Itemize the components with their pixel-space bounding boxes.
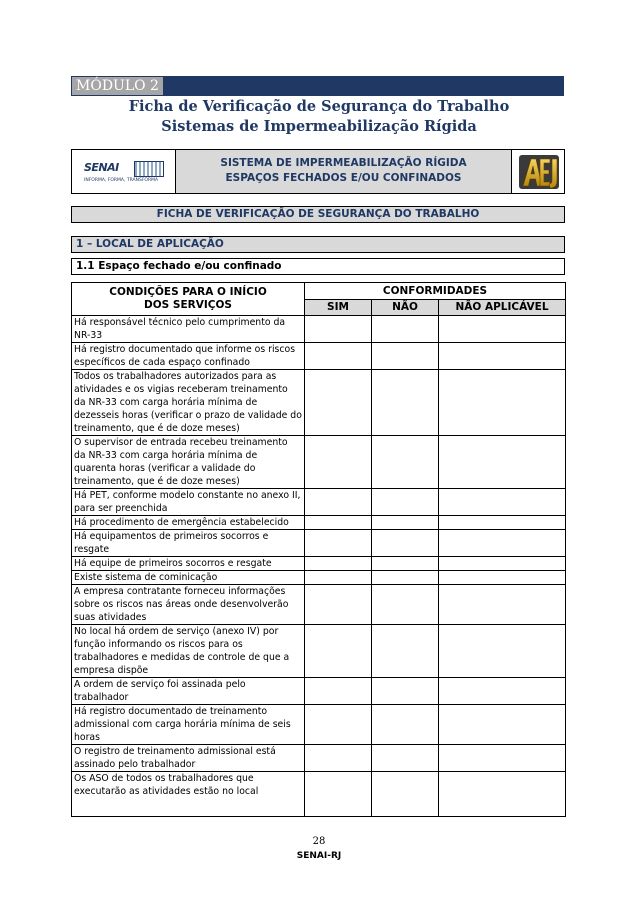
nao-aplicavel-cell[interactable]	[439, 436, 566, 489]
header-conditions-line1: CONDIÇÕES PARA O INÍCIO	[109, 286, 267, 298]
sim-cell[interactable]	[305, 343, 372, 370]
nao-cell[interactable]	[372, 705, 439, 745]
sim-cell[interactable]	[305, 516, 372, 530]
sim-cell[interactable]	[305, 530, 372, 557]
condition-text: O registro de treinamento admissional está assinado pelo trabalhador	[72, 745, 305, 772]
condition-text: Há procedimento de emergência estabelecido	[72, 516, 305, 530]
senai-flag-icon	[134, 161, 164, 177]
table-row	[72, 571, 566, 585]
sim-cell[interactable]	[305, 557, 372, 571]
checklist-table	[71, 282, 566, 817]
senai-tagline: INFORMA, FORMA, TRANSFORMA	[84, 178, 159, 183]
module-header-band	[71, 76, 564, 96]
aej-logo-cell	[512, 150, 564, 193]
sim-cell[interactable]	[305, 370, 372, 436]
sim-cell[interactable]	[305, 745, 372, 772]
sim-cell[interactable]	[305, 571, 372, 585]
footer-organization: SENAI-RJ	[296, 851, 342, 861]
nao-cell[interactable]	[372, 343, 439, 370]
nao-cell[interactable]	[372, 571, 439, 585]
table-row	[72, 516, 566, 530]
header-nao-aplicavel: NÃO APLICÁVEL	[439, 300, 566, 316]
sim-cell[interactable]	[305, 489, 372, 516]
condition-text: Todos os trabalhadores autorizados para as atividades e os vigias receberam treinamento da NR-33 com carga horária mínima de dezesseis horas (verificar o prazo de validade do treinamento, que é de doze meses)	[72, 370, 305, 436]
page-number: 28	[312, 836, 326, 847]
table-row	[72, 343, 566, 370]
condition-text: Há registro documentado que informe os riscos específicos de cada espaço confinado	[72, 343, 305, 370]
nao-aplicavel-cell[interactable]	[439, 772, 566, 817]
table-row	[72, 625, 566, 678]
logo-header-box	[71, 149, 565, 194]
table-row	[72, 530, 566, 557]
header-conditions-line2: DOS SERVIÇOS	[144, 299, 232, 311]
header-nao: NÃO	[372, 300, 439, 316]
table-row	[72, 316, 566, 343]
table-row	[72, 489, 566, 516]
condition-text: A empresa contratante forneceu informações sobre os riscos nas áreas onde desenvolverão suas atividades	[72, 585, 305, 625]
nao-cell[interactable]	[372, 316, 439, 343]
condition-text: Há PET, conforme modelo constante no anexo II, para ser preenchida	[72, 489, 305, 516]
nao-aplicavel-cell[interactable]	[439, 516, 566, 530]
table-row	[72, 678, 566, 705]
table-row	[72, 585, 566, 625]
nao-cell[interactable]	[372, 516, 439, 530]
condition-text: No local há ordem de serviço (anexo IV) por função informando os riscos para os trabalhadores e medidas de controle de que a empresa dispõe	[72, 625, 305, 678]
nao-cell[interactable]	[372, 678, 439, 705]
sim-cell[interactable]	[305, 436, 372, 489]
nao-aplicavel-cell[interactable]	[439, 678, 566, 705]
document-subtitle: Sistemas de Impermeabilização Rígida	[161, 118, 477, 135]
nao-aplicavel-cell[interactable]	[439, 745, 566, 772]
header-conditions	[72, 283, 305, 316]
sim-cell[interactable]	[305, 772, 372, 817]
table-row	[72, 772, 566, 817]
nao-aplicavel-cell[interactable]	[439, 343, 566, 370]
nao-cell[interactable]	[372, 436, 439, 489]
condition-text: Há equipe de primeiros socorros e resgate	[72, 557, 305, 571]
table-row	[72, 745, 566, 772]
module-label: MÓDULO 2	[72, 77, 163, 95]
section-local-aplicacao: 1 – LOCAL DE APLICAÇÃO	[71, 236, 565, 253]
senai-logo-text: SENAI	[84, 161, 119, 174]
ficha-title-bar: FICHA DE VERIFICAÇÃO DE SEGURANÇA DO TRABALHO	[71, 206, 565, 223]
condition-text: A ordem de serviço foi assinada pelo trabalhador	[72, 678, 305, 705]
nao-cell[interactable]	[372, 625, 439, 678]
senai-logo	[84, 161, 164, 181]
condition-text: Há registro documentado de treinamento admissional com carga horária mínima de seis horas	[72, 705, 305, 745]
condition-text: Os ASO de todos os trabalhadores que executarão as atividades estão no local	[72, 772, 305, 817]
nao-aplicavel-cell[interactable]	[439, 530, 566, 557]
nao-cell[interactable]	[372, 772, 439, 817]
sim-cell[interactable]	[305, 316, 372, 343]
system-title-cell	[176, 150, 512, 193]
sim-cell[interactable]	[305, 625, 372, 678]
nao-aplicavel-cell[interactable]	[439, 625, 566, 678]
nao-aplicavel-cell[interactable]	[439, 370, 566, 436]
table-row	[72, 705, 566, 745]
senai-logo-cell	[72, 150, 176, 193]
document-title: Ficha de Verificação de Segurança do Trabalho	[128, 98, 510, 115]
nao-cell[interactable]	[372, 489, 439, 516]
condition-text: Há responsável técnico pelo cumprimento da NR-33	[72, 316, 305, 343]
nao-cell[interactable]	[372, 585, 439, 625]
sim-cell[interactable]	[305, 678, 372, 705]
subsection-espaco-confinado: 1.1 Espaço fechado e/ou confinado	[71, 258, 565, 275]
table-row	[72, 436, 566, 489]
system-title-line2: ESPAÇOS FECHADOS E/OU CONFINADOS	[225, 172, 462, 184]
header-sim: SIM	[305, 300, 372, 316]
table-row	[72, 557, 566, 571]
sim-cell[interactable]	[305, 585, 372, 625]
condition-text: Há equipamentos de primeiros socorros e resgate	[72, 530, 305, 557]
condition-text: Existe sistema de cominicação	[72, 571, 305, 585]
aej-logo-icon	[518, 153, 560, 191]
nao-aplicavel-cell[interactable]	[439, 705, 566, 745]
nao-aplicavel-cell[interactable]	[439, 316, 566, 343]
nao-cell[interactable]	[372, 370, 439, 436]
nao-aplicavel-cell[interactable]	[439, 557, 566, 571]
nao-cell[interactable]	[372, 557, 439, 571]
nao-aplicavel-cell[interactable]	[439, 571, 566, 585]
nao-cell[interactable]	[372, 745, 439, 772]
system-title-line1: SISTEMA DE IMPERMEABILIZAÇÃO RÍGIDA	[220, 157, 467, 169]
table-row	[72, 370, 566, 436]
sim-cell[interactable]	[305, 705, 372, 745]
nao-aplicavel-cell[interactable]	[439, 489, 566, 516]
nao-aplicavel-cell[interactable]	[439, 585, 566, 625]
condition-text: O supervisor de entrada recebeu treinamento da NR-33 com carga horária mínima de quarenta horas (verificar a validade do treinamento, que é de doze meses)	[72, 436, 305, 489]
header-conformities: CONFORMIDADES	[305, 283, 566, 300]
nao-cell[interactable]	[372, 530, 439, 557]
